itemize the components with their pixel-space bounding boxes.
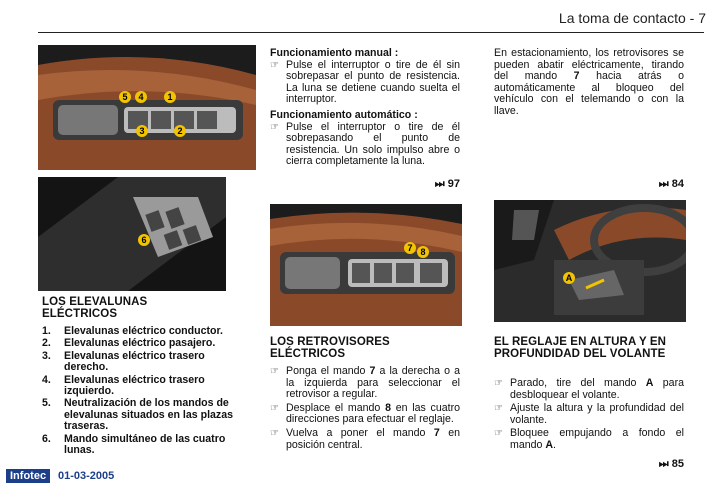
abatir-retrovisores-text: En estacionamiento, los retrovisores se pueden abatir eléctricamente, tirando del mando 7 hacia atrás o automáticamente al bloqueo del vehículo con el telemando o con la llave. (494, 47, 684, 117)
pointing-hand-icon: ☞ (494, 378, 503, 389)
list-item: 2. Elevalunas eléctrico pasajero. (42, 337, 216, 350)
manual-title: Funcionamiento manual : (270, 47, 399, 59)
page-ref-85[interactable]: ⏭ 85 (658, 458, 684, 470)
footer-date: 01-03-2005 (58, 470, 115, 482)
auto-title: Funcionamiento automático : (270, 108, 418, 121)
infotec-logo: Infotec (6, 469, 50, 483)
pointing-hand-icon: ☞ (494, 428, 503, 440)
list-item: 4. Elevalunas eléctrico trasero izquierdo. (42, 373, 205, 398)
door-panel-illustration (38, 45, 256, 170)
label-3: 3 (139, 126, 145, 136)
section-title-volante: EL REGLAJE EN ALTURA Y EN PROFUNDIDAD DEL VOLANTE (494, 336, 667, 360)
label-a: A (565, 273, 573, 283)
label-1: 1 (167, 92, 173, 102)
header-divider (38, 32, 704, 33)
pointing-hand-icon: ☞ (270, 427, 279, 439)
auto-bullet: ☞ Pulse el interruptor o tire de él sobrepasando el punto de resistencia. Un solo impulso abre o cierra completamente la luna. (270, 120, 460, 168)
console-illustration (38, 177, 226, 291)
skip-forward-icon: ⏭ (658, 178, 669, 190)
list-item: 5. Neutralización de los mandos de elevalunas situados en las plazas traseras. (42, 397, 233, 433)
skip-forward-icon: ⏭ (434, 178, 445, 190)
pointing-hand-icon: ☞ (270, 402, 279, 414)
steering-column-photo (494, 200, 686, 322)
pointing-hand-icon: ☞ (270, 366, 279, 377)
label-2: 2 (177, 126, 183, 136)
label-6: 6 (141, 235, 147, 245)
retrovisores-bullets (270, 366, 460, 453)
list-item: ☞ Ponga el mando 7 a la derecha o a la izquierda para seleccionar el retrovisor a regular. (270, 365, 460, 401)
elevalunas-list (42, 326, 242, 457)
console-switch-photo (38, 177, 226, 291)
list-item: 1. Elevalunas eléctrico conductor. (42, 325, 223, 337)
section-title-elevalunas: LOS ELEVALUNAS ELÉCTRICOS (42, 296, 148, 320)
page-ref-97[interactable]: ⏭ 97 (434, 178, 460, 190)
list-item: ☞ Desplace el mando 8 en las cuatro direcciones para efectuar el reglaje. (270, 401, 460, 426)
page-ref-84[interactable]: ⏭ 84 (658, 178, 684, 190)
label-5: 5 (122, 92, 128, 102)
list-item: 3. Elevalunas eléctrico trasero derecho. (42, 349, 205, 374)
pointing-hand-icon: ☞ (270, 59, 279, 71)
label-8: 8 (420, 247, 426, 257)
list-item: ☞ Vuelva a poner el mando 7 en posición central. (270, 426, 460, 451)
list-item: ☞ Parado, tire del mando A para desbloquear el volante. (494, 377, 684, 401)
door-switch-photo (38, 45, 256, 170)
label-7: 7 (407, 243, 413, 253)
page-title: La toma de contacto - 7 (558, 10, 706, 26)
pointing-hand-icon: ☞ (270, 121, 279, 133)
steering-illustration (494, 200, 686, 322)
list-item: ☞ Bloquee empujando a fondo el mando A. (494, 427, 684, 451)
mirror-panel-illustration (270, 204, 462, 326)
manual-bullet: ☞ Pulse el interruptor o tire de él sin sobrepasar el punto de resistencia. La luna se detiene cuando suelta el interruptor. (270, 58, 460, 106)
label-4: 4 (138, 92, 144, 102)
section-title-retrovisores: LOS RETROVISORES ELÉCTRICOS (270, 336, 390, 360)
volante-bullets (494, 378, 684, 454)
list-item: ☞ Ajuste la altura y la profundidad del volante. (494, 402, 684, 426)
pointing-hand-icon: ☞ (494, 403, 503, 415)
funcionamiento-block (270, 48, 460, 170)
skip-forward-icon: ⏭ (658, 458, 669, 470)
mirror-control-photo (270, 204, 462, 326)
list-item: 6. Mando simultáneo de las cuatro lunas. (42, 432, 226, 457)
